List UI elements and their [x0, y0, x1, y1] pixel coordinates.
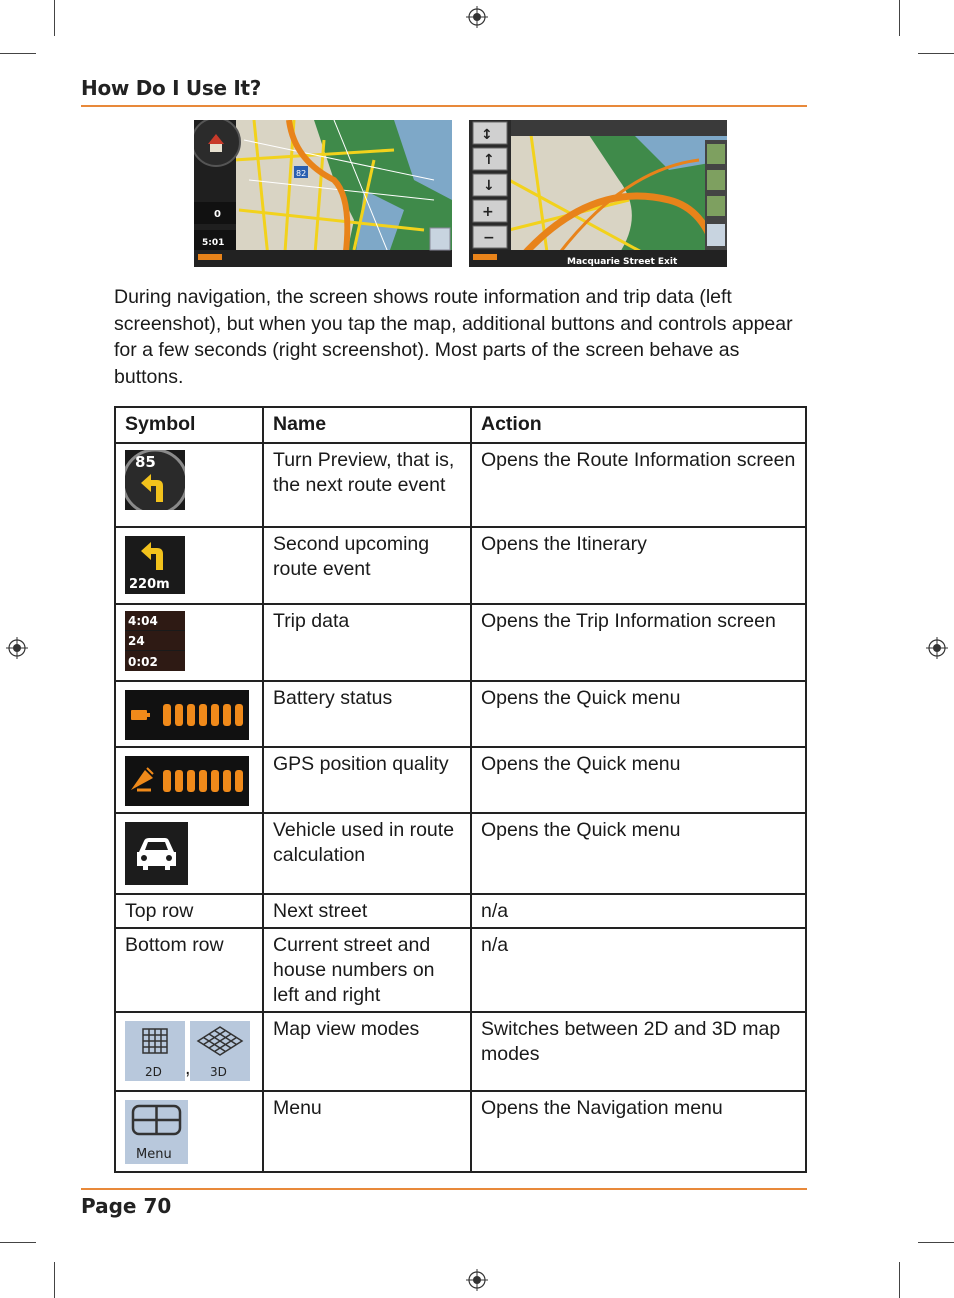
svg-text:0:02: 0:02	[128, 655, 158, 669]
table-row	[115, 1091, 806, 1172]
second-event-icon	[125, 536, 185, 594]
symbol-cell: Bottom row	[115, 928, 263, 1012]
name-cell: Menu	[263, 1091, 471, 1172]
page-title: How Do I Use It?	[81, 76, 262, 100]
svg-text:220m: 220m	[129, 577, 170, 592]
map-3d-icon	[190, 1021, 250, 1081]
action-cell: Opens the Quick menu	[471, 747, 806, 813]
name-cell: Map view modes	[263, 1012, 471, 1091]
trip-data-icon	[125, 611, 185, 671]
name-cell: Current street and house numbers on left and right	[263, 928, 471, 1012]
crop-mark	[918, 53, 954, 54]
table-row	[115, 894, 806, 928]
column-header-symbol: Symbol	[115, 407, 263, 443]
name-cell: Trip data	[263, 604, 471, 681]
intro-text: During navigation, the screen shows route information and trip data (left screenshot), but when you tap the map, additional buttons and controls appear for a few seconds (right screenshot). Most parts of the screen behave as buttons.	[114, 286, 793, 388]
symbol-cell	[115, 747, 263, 813]
name-cell: Vehicle used in route calculation	[263, 813, 471, 894]
map-2d-icon	[125, 1021, 185, 1081]
intro-paragraph	[114, 284, 804, 390]
registration-mark-icon	[6, 637, 28, 659]
symbol-cell	[115, 681, 263, 747]
name-cell: Second upcoming route event	[263, 527, 471, 604]
table-row	[115, 681, 806, 747]
svg-text:3D: 3D	[210, 1065, 228, 1079]
name-cell: Battery status	[263, 681, 471, 747]
gps-icon	[125, 756, 249, 806]
action-cell: Opens the Trip Information screen	[471, 604, 806, 681]
turn-preview-icon	[125, 450, 185, 510]
svg-text:85: 85	[135, 453, 156, 471]
action-cell: Opens the Quick menu	[471, 813, 806, 894]
symbols-table	[114, 406, 807, 1173]
registration-mark-icon	[926, 637, 948, 659]
registration-mark-icon	[466, 6, 488, 28]
action-cell: n/a	[471, 928, 806, 1012]
symbol-cell	[115, 1091, 263, 1172]
separator: ,	[185, 1057, 191, 1079]
table-row	[115, 1012, 806, 1091]
speed-readout: 0	[214, 209, 221, 220]
symbol-cell	[115, 604, 263, 681]
menu-icon	[125, 1100, 188, 1164]
table-row	[115, 527, 806, 604]
crop-mark	[899, 1262, 900, 1298]
table-row	[115, 928, 806, 1012]
column-header-name: Name	[263, 407, 471, 443]
symbol-cell	[115, 813, 263, 894]
svg-text:24: 24	[128, 634, 145, 648]
navigation-screenshot-right	[469, 120, 727, 267]
registration-mark-icon	[466, 1269, 488, 1291]
name-cell: Next street	[263, 894, 471, 928]
svg-text:↕: ↕	[481, 127, 493, 143]
crop-mark	[0, 1242, 36, 1243]
header-rule	[81, 105, 807, 107]
column-header-action: Action	[471, 407, 806, 443]
svg-text:↑: ↑	[483, 152, 495, 168]
name-cell: GPS position quality	[263, 747, 471, 813]
symbol-cell	[115, 1012, 263, 1091]
table-row	[115, 443, 806, 527]
crop-mark	[54, 1262, 55, 1298]
table-row	[115, 747, 806, 813]
action-cell: n/a	[471, 894, 806, 928]
action-cell: Opens the Quick menu	[471, 681, 806, 747]
street-label: Macquarie Street Exit	[567, 257, 678, 267]
symbol-cell	[115, 443, 263, 527]
battery-icon	[125, 690, 249, 740]
svg-text:4:04: 4:04	[128, 614, 158, 628]
table-row	[115, 813, 806, 894]
svg-text:−: −	[483, 230, 495, 246]
svg-text:Menu: Menu	[136, 1147, 172, 1162]
route-badge: 82	[296, 169, 307, 178]
crop-mark	[899, 0, 900, 36]
name-cell: Turn Preview, that is, the next route event	[263, 443, 471, 527]
symbol-cell: Top row	[115, 894, 263, 928]
footer-rule	[81, 1188, 807, 1190]
table-header-row	[115, 407, 806, 443]
time-readout: 5:01	[202, 238, 225, 248]
crop-mark	[918, 1242, 954, 1243]
page-number: Page 70	[81, 1194, 172, 1218]
action-cell: Switches between 2D and 3D map modes	[471, 1012, 806, 1091]
action-cell: Opens the Navigation menu	[471, 1091, 806, 1172]
svg-text:↓: ↓	[483, 178, 495, 194]
crop-mark	[54, 0, 55, 36]
table-row	[115, 604, 806, 681]
svg-text:2D: 2D	[145, 1065, 162, 1079]
action-cell: Opens the Itinerary	[471, 527, 806, 604]
action-cell: Opens the Route Information screen	[471, 443, 806, 527]
svg-text:+: +	[482, 204, 494, 220]
car-icon	[125, 822, 188, 885]
symbol-cell	[115, 527, 263, 604]
crop-mark	[0, 53, 36, 54]
navigation-screenshot-left	[194, 120, 452, 267]
